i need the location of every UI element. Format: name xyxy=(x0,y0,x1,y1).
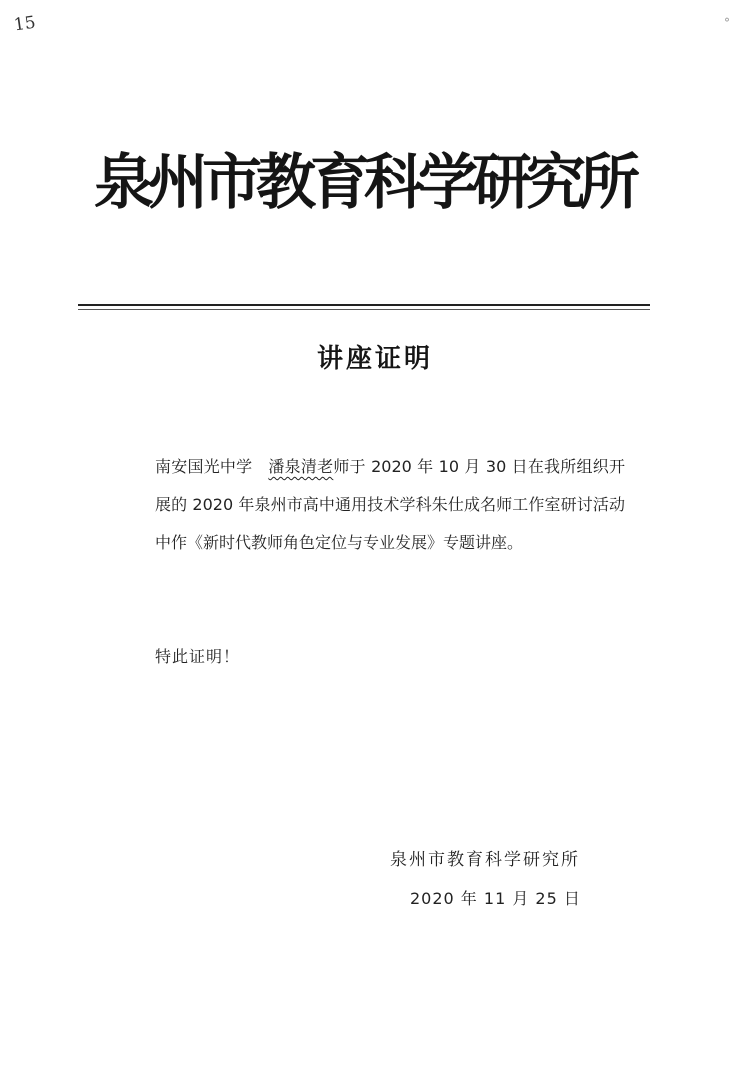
teacher-name: 潘泉清老 xyxy=(268,457,334,476)
body-text-rest: 师于 2020 年 10 月 30 日在我所组织开展的 2020 年泉州市高中通用技术学科朱仕成名师工作室研讨活动中作《新时代教师角色定位与专业发展》专题讲座。 xyxy=(155,457,625,552)
document-title: 讲座证明 xyxy=(316,344,433,374)
certificate-body xyxy=(125,448,625,562)
letterhead-rule-thin xyxy=(78,309,650,310)
signature-date: 2020 年 11 月 25 日 xyxy=(410,889,581,908)
school-name: 南安国光中学 xyxy=(155,457,253,476)
signature-organization: 泉州市教育科学研究所 xyxy=(390,850,580,870)
page-number: 15 xyxy=(12,12,37,36)
body-paragraph xyxy=(125,448,625,562)
closing-statement: 特此证明！ xyxy=(155,647,241,666)
corner-mark: ° xyxy=(724,16,730,30)
letterhead-title: 泉州市教育科学研究所 xyxy=(94,148,634,218)
letterhead-rule xyxy=(78,304,650,306)
